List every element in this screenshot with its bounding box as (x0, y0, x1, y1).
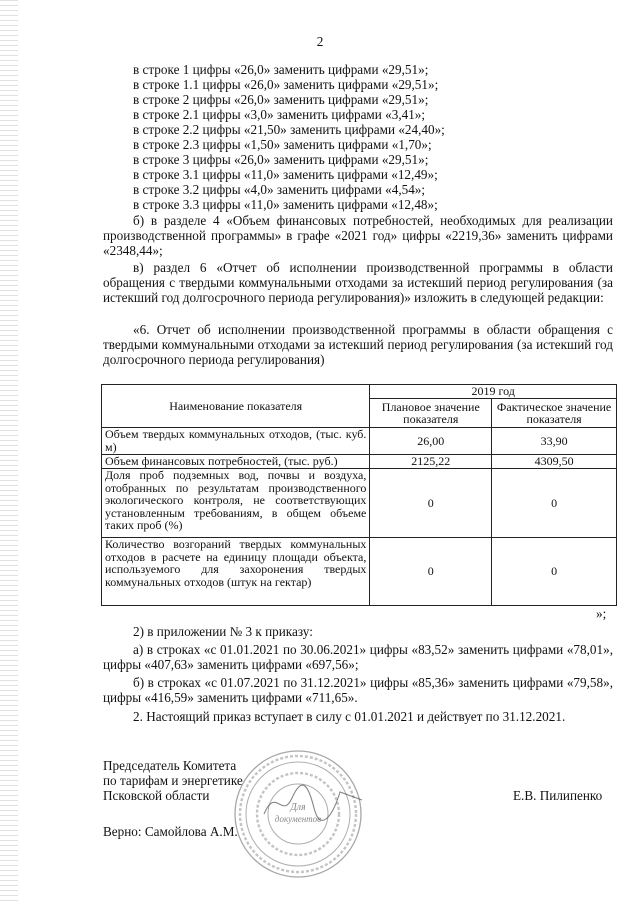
signer-title-line-1: Председатель Комитета (103, 758, 237, 773)
item-2-heading: 2) в приложении № 3 к приказу: (133, 624, 313, 639)
amendment-line: в строке 1.1 цифры «26,0» заменить цифрами «29,51»; (133, 77, 439, 92)
signer-name: Е.В. Пилипенко (513, 788, 603, 803)
handwritten-signature (258, 778, 368, 828)
amendment-line: в строке 2.2 цифры «21,50» заменить цифрами «24,40»; (133, 122, 445, 137)
signer-title-line-2: по тарифам и энергетике (103, 773, 243, 788)
table-row-plan: 2125,22 (370, 455, 492, 469)
amendment-line: в строке 2 цифры «26,0» заменить цифрами «29,51»; (133, 92, 429, 107)
amendment-line: в строке 3 цифры «26,0» заменить цифрами «29,51»; (133, 152, 429, 167)
item-2-a: а) в строках «с 01.01.2021 по 30.06.2021» цифры «83,52» заменить цифрами «78,01», цифры «407,63» заменить цифрами «697,56»; (103, 642, 613, 672)
table-row-plan: 0 (370, 469, 492, 538)
table-closing-quote: »; (596, 606, 607, 621)
table-row-name: Доля проб подземных вод, почвы и воздуха, отобранных по результатам производственного экологического контроля, не соответствующих установленным требованиям, в общем объеме таких проб (%) (102, 469, 370, 538)
table-row-plan: 26,00 (370, 428, 492, 455)
item-final: 2. Настоящий приказ вступает в силу с 01.01.2021 и действует по 31.12.2021. (133, 709, 566, 724)
amendment-line: в строке 3.2 цифры «4,0» заменить цифрами «4,54»; (133, 182, 426, 197)
amendment-line: в строке 1 цифры «26,0» заменить цифрами «29,51»; (133, 62, 429, 77)
header-fact: Фактическое значение показателя (492, 399, 617, 428)
report-table (101, 384, 617, 606)
table-row-name: Объем твердых коммунальных отходов, (тыс. куб. м) (102, 428, 370, 455)
page-number: 2 (316, 34, 324, 49)
signer-title-line-3: Псковской области (103, 788, 210, 803)
header-year: 2019 год (370, 385, 617, 399)
certification-line: Верно: Самойлова А.М. (103, 824, 238, 839)
seal-center-line-1: Для (290, 802, 306, 813)
paragraph-b: б) в разделе 4 «Объем финансовых потребностей, необходимых для реализации производственной программы» в графе «2021 год» цифры «2219,36» заменить цифрами «2348,44»; (103, 213, 613, 258)
paragraph-v: в) раздел 6 «Отчет об исполнении производственной программы в области обращения с твердыми коммунальными отходами за истекший период регулирования (за истекший год долгосрочного периода регулирования)» изложить в следующей редакции: (103, 260, 613, 305)
amendment-line: в строке 3.3 цифры «11,0» заменить цифрами «12,48»; (133, 197, 438, 212)
table-row-plan: 0 (370, 538, 492, 606)
table-row-name: Количество возгораний твердых коммунальных отходов в расчете на единицу площади объекта, используемого для захоронения твердых коммунальных отходов (штук на гектар) (102, 538, 370, 606)
table-row-fact: 0 (492, 469, 617, 538)
header-plan: Плановое значение показателя (370, 399, 492, 428)
seal-center-line-2: документов (274, 814, 322, 824)
table-row-fact: 4309,50 (492, 455, 617, 469)
table-row-fact: 0 (492, 538, 617, 606)
amendment-line: в строке 2.3 цифры «1,50» заменить цифрами «1,70»; (133, 137, 432, 152)
amendment-line: в строке 3.1 цифры «11,0» заменить цифрами «12,49»; (133, 167, 438, 182)
table-row-name: Объем финансовых потребностей, (тыс. руб.) (102, 455, 370, 469)
header-indicator-name: Наименование показателя (102, 385, 370, 428)
table-row-fact: 33,90 (492, 428, 617, 455)
amendment-line: в строке 2.1 цифры «3,0» заменить цифрами «3,41»; (133, 107, 426, 122)
item-2-b: б) в строках «с 01.07.2021 по 31.12.2021» цифры «85,36» заменить цифрами «79,58», цифры «416,59» заменить цифрами «711,65». (103, 675, 613, 705)
section-6-heading: «6. Отчет об исполнении производственной программы в области обращения с твердыми коммунальными отходами за истекший период регулирования (за истекший год долгосрочного периода регулирования) (103, 322, 613, 367)
scan-edge-artifact (0, 0, 18, 905)
